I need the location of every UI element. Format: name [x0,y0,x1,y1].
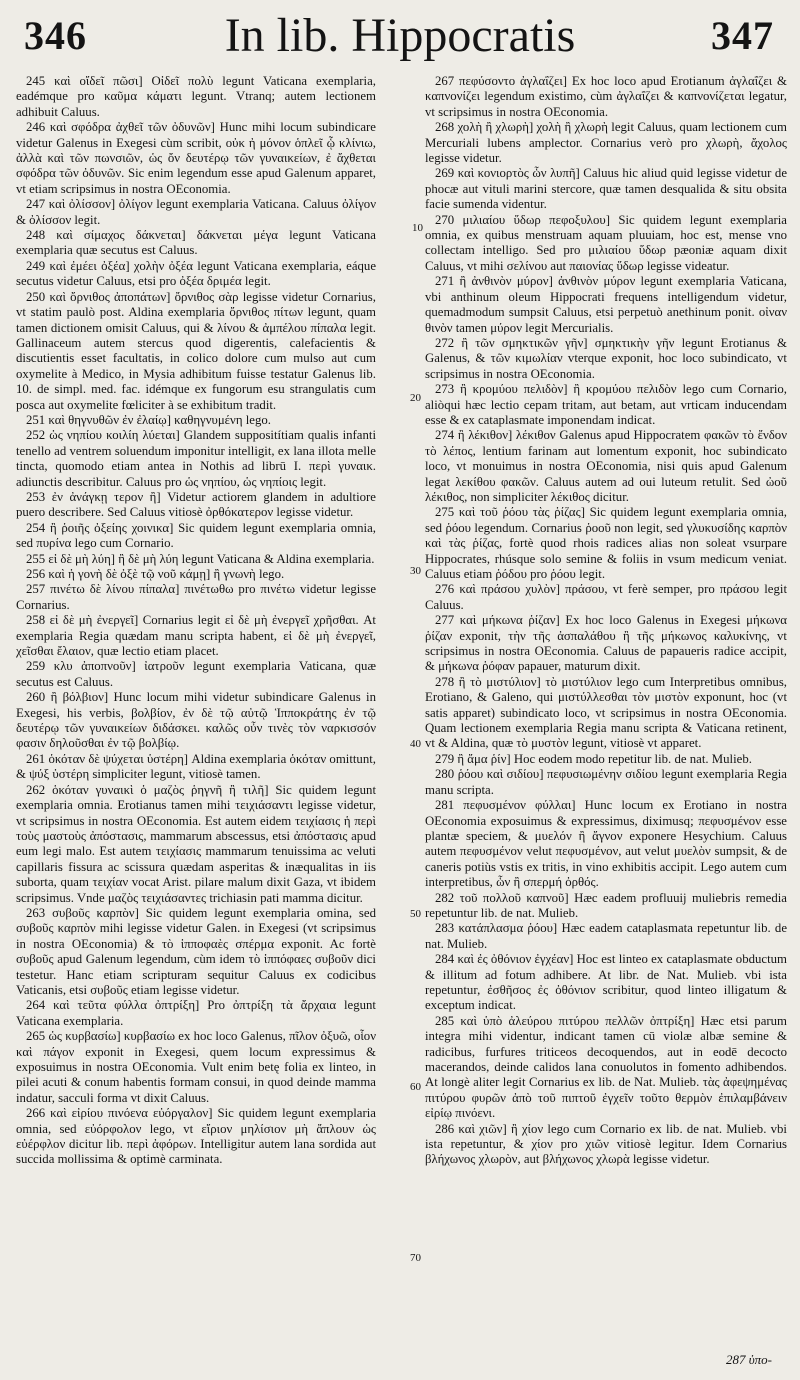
annotation-entry: 276 καὶ πράσου χυλὸν] πράσου, vt ferè semper, pro πράσου legit Caluus. [425,582,787,612]
annotation-entry: 271 ἢ ἀνθινὸν μύρον] ἀνθινὸν μύρον legunt exemplaria Vaticana, vbi anthinum oleum Hippocrati frequens intelligendum videtur, quemadmodum sumpsit Caluus, etsi perpetuò anethinum ponit. οἰναν θινὸν tamen μύρον legit Mercurialis. [425,274,787,335]
annotation-entry: 247 καὶ ὀλίσσον] ὀλίγον legunt exemplaria Vaticana. Caluus ὀλίγον & ὀλίσσον legit. [16,197,376,227]
annotation-entry: 252 ὡς νηπίου κοιλίη λύεται] Glandem suppositítiam qualis infanti tenello ad ventrem soluendum imponitur intelligit, ex lana illota melle tincta, quomodo etiam antea in Nothis ad librū I. περὶ γυναικ. adiunctis describitur. Caluus pro ὡς νηπίου, ὡς νηπίοις legit. [16,428,376,489]
annotation-entry: 269 καὶ κονιορτὸς ὧν λυπῆ] Caluus hic aliud quid legisse videtur de phocæ aut vituli marini stercore, quæ tamen desqualida & situ obsita facie sumenda videntur. [425,166,787,212]
right-column [425,74,787,1168]
annotation-entry: 257 πινέτω δὲ λίνου πίπαλα] πινέτωθω pro πινέτω videtur legisse Cornarius. [16,582,376,612]
annotation-entry: 283 κατάπλασμα ῥόου] Hæc eadem cataplasmata repetuntur lib. de nat. Mulieb. [425,921,787,951]
page-number-left: 346 [24,13,87,58]
gutter-number: 60 [410,1081,421,1093]
annotation-entry: 251 καὶ θηγνυθῶν ἐν ἐλαίῳ] καθηγνυμένη lego. [26,412,271,427]
annotation-entry: 268 χολὴ ἢ χλωρὴ] χολὴ ἢ χλωρὴ legit Caluus, quam lectionem cum Mercuriali lubens amplector. Cornarius verò pro χλωρὴ, ἄχολος legisse videtur. [425,120,787,166]
annotation-entry: 280 ῥόου καὶ σιδίου] πεφυσιωμένην σιδίου legunt exemplaria Regia manu scripta. [425,767,787,797]
annotation-entry: 264 καὶ τεῦτα φύλλα ὀπτρίξη] Pro ὀπτρίξη τὰ ἄρχαια legunt Vaticana exemplaria. [16,998,376,1028]
annotation-entry: 262 ὁκόταν γυναικὶ ὁ μαζὸς ῥηγνῆ ἢ τιλῆ] Sic quidem legunt exemplaria omnia. Erotianus tamen mihi τειχιάσαντι legisse videtur, vt scripsimus in nostra OEconomia. Est autem eidem τειχίασις ἡ περὶ τοὺς μαστοὺς ἀπόστασις, mammarum abscessus, etsi ἀπόστασις apud eum legi malo. Est autem τειχίασις mammarum tenuissima ac veluti capillaris fissura ac scissura quædam asperitas & inæqualitas in iis suborta, quam τειχίαν vocat Arist. pilare malum dixit Gaza, vt ibidem scripsimus. Vnde μαζὸς τειχιάσαντες trichiasin pati mamma dicitur. [16,782,376,905]
annotation-entry: 265 ὡς κυρβασίω] κυρβασίω ex hoc loco Galenus, πῖλον ὀξυῶ, οἷον καὶ πάγον exponit in Exegesi, quem locum expressimus & exposuimus in nostra OEconomia. Vult enim betę folia ex linteo, in pilei acuti & conum habentis formam consui, in quod deinde mamma indatur, sacculi forma vt dixit Caluus. [16,1029,376,1105]
annotation-entry: 272 ἢ τῶν σμηκτικῶν γῆν] σμηκτικὴν γῆν legunt Erotianus & Galenus, & τῶν κιμωλίαν vterque exponit, hoc loco subindicato, vt scripsimus in nostra OEconomia. [425,335,787,381]
annotation-entry: 286 καὶ χιῶν] ἢ χίον lego cum Cornario ex lib. de nat. Mulieb. vbi ista repetuntur, & χίον pro χιῶν vitiosè legitur. Idem Cornarius βλήχωνος χλωρὸν, aut βλήχωνος χλωρὰ legisse videtur. [425,1121,787,1167]
annotation-entry: 273 ἢ κρομύου πελιδὸν] ἢ κρομύου πελιδὸν lego cum Cornario, aliòqui hæc lectio cepam tritam, aut betam, aut vrticam inducendam esse & ex cataplasmate imponendam indicat. [425,382,787,427]
annotation-entry: 249 καὶ ἐμέει ὀξέα] χολὴν ὀξέα legunt Vaticana exemplaria, eáque secutus videtur Caluus, etsi pro ὀξέα δριμέα legit. [16,258,376,289]
annotation-entry: 277 καὶ μήκωνα ῥίζαν] Ex hoc loco Galenus in Exegesi μήκωνα ῥίζαν exponit, τὴν τῆς ἀσπαλάθου ἢ τῆς μήκωνος καλυκίνης, vt scripsimus in nostra OEconomia. Caluus de papaueris radice accipit, & μήκωνα ῥόφαν papauer, maturum dixit. [425,613,787,674]
running-header [0,6,800,66]
gutter-number: 20 [410,392,421,404]
gutter-number: 30 [410,565,421,577]
annotation-entry: 263 συβοῦς καρπὸν] Sic quidem legunt exemplaria omina, sed συβοῦς καρπὸν mihi legisse videtur Galen. in Exegesi (vt scripsimus in nostra OEconomia) & τὸ ἱπποφαὲς σπέρμα exponit. Ac fortè συβοῦς apud Galenum legendum, cùm idem τὸ ἱππόφαες συβοῦν dici testetur. Hanc etiam scripturam sequitur Caluus ex codicibus Vaticanis, etsi συβοῦς etiam legisse videtur. [16,905,376,997]
gutter-number: 70 [410,1252,421,1264]
page-number-right: 347 [711,13,774,58]
annotation-entry: 255 εἰ δὲ μὴ λύη] ἢ δὲ μὴ λύη legunt Vaticana & Aldina exemplaria. [26,551,375,566]
annotation-entry: 284 καὶ ἐς ὀθόνιον ἐγχέαν] Hoc est linteo ex cataplasmate obductum & illitum ad fotum adhibere. At libr. de Nat. Mulieb. vbi ista repetuntur, ἐσθῆσος ἐς ὀθόνιον scribitur, quod linteo illigatum & exceptum indicat. [425,952,787,1013]
annotation-entry: 266 καὶ εἰρίου πινόενα εὐόργαλον] Sic quidem legunt exemplaria omnia, sed εὐόρφολον lego, vt εἴριον μηλίσιον μὴ ἄπλουν ὡς εὐέρφλον dicitur lib. περὶ ἀφόρων. Intelligitur autem lana sordida aut succida mollissima & optimè carminata. [16,1106,376,1167]
annotation-entry: 254 ἢ ῥοιῆς ὀξείης χοινικα] Sic quidem legunt exemplaria omnia, sed πυρίνα lego cum Cornario. [16,520,376,551]
annotation-entry: 246 καὶ σφόδρα ἀχθεῖ τῶν ὀδυνῶν] Hunc mihi locum subindicare videtur Galenus in Exegesi cùm scribit, οὐκ ἠ μόνον ὁπλεῖ ᾧ κλίνιω, ἀλλὰ καὶ τῶν πωνσιῶν, ὡς ὄν δευτέρῳ τῶν γυναικείων, ἐ ἄχθεται σφόδρα τῶν ὀδυνῶν. Sic enim legendum esse apud Galenum apparet, vt etiam scripsimus in nostra OEconomia. [16,120,376,196]
left-column [16,74,376,1168]
annotation-entry: 261 ὁκόταν δὲ ψύχεται ὑστέρη] Aldina exemplaria ὁκόταν omittunt, & ψύξ ὑστέρη simpliciter legunt, vitiosè tamen. [16,751,376,782]
gutter-number: 40 [410,738,421,750]
annotation-entry: 282 τοῦ πολλοῦ καπνοῦ] Hæc eadem profluuij muliebris remedia repetuntur lib. de nat. Mulieb. [425,890,787,920]
annotation-entry: 260 ἢ βόλβιον] Hunc locum mihi videtur subindicare Galenus in Exegesi, his verbis, βολβίον, ἐν δὲ τῷ αὐτῷ Ἱπποκράτης ἐν τῷ δευτέρῳ τῶν γυναικείων διδάσκει. καλῶς οὖν τινὲς τὸν ναρκισσόν φασιν δηλοῦσθαι ἐν τῷ βολβίῳ. [16,690,376,751]
annotation-entry: 259 κλυ ἀποπνοῦν] ἰατροῦν legunt exemplaria Vaticana, quæ secutus est Caluus. [16,659,376,689]
gutter-number: 50 [410,908,421,920]
catchword: 287 ὑπο- [725,1352,772,1367]
annotation-entry: 248 καὶ σίμαχος δάκνεται] δάκνεται μέγα legunt Vaticana exemplaria quæ secutus est Caluus. [16,228,376,258]
annotation-entry: 250 καὶ ὄρνιθος ἀποπάτων] ὄρνιθος σὰρ legisse videtur Cornarius, vt statim paulò post. Aldina exemplaria ὄρνιθος πίτων legunt, quam tamen dictionem omisit Caluus, qui & λίνου & ἀμπέλου πίπαλα legit. Gallinaceum autem stercus quod digerentis, calefacientis & discutientis esset facultatis, in colico dolore cum mulso aut cum oxymelite à Medico, in Mysia adhibitum fuisse testatur Galenus lib. 10. de simpl. med. fac. idémque ex fungorum esu strangulatis cum posca aut oxymelite fœliciter à se exhibitum tradit. [16,289,376,412]
annotation-entry: 275 καὶ τοῦ ῥόου τὰς ῥίζας] Sic quidem legunt exemplaria omnia, sed ῥόου legendum. Cornarius ῥοοῦ non legit, sed γλυκυσίδης καρπὸν καὶ τὰς ῥίζας, fortè quod rhois radices alias non soleat vsurpare Hippocrates, rhúsque solo semine & foliis in vsum medicum veniat. Caluus etiam ῥόδου pro ῥόου legit. [425,505,787,581]
gutter-number: 10 [412,222,423,234]
annotation-entry: 281 πεφυσμένον φύλλαι] Hunc locum ex Erotiano in nostra OEconomia exposuimus & expressimus, diximusq; πεφυσμένον esse plantæ speciem, & μυελόν ἢ ἄγνον exponere Hesychium. Caluus autem πεφυσμένον velut πεφυσμένον, aut velut μυελὸν sumpsit, & de caneris potiùs vstis ex tritis, in vino exhibitis accipit. Lego autem cum interpretibus, ὧν ἢ σπερμή ὀρθός. [425,798,787,890]
annotation-entry: 253 ἐν ἀνάγκῃ τερον ἢ] Videtur actiorem glandem in adultiore puero describere. Sed Caluus vitiosè ὀρθόκατερον legisse videtur. [16,489,376,520]
annotation-entry: 285 καὶ ὑπὸ ἀλεύρου πιτύρου πελλῶν ὀπτρίξη] Hæc etsi parum integra mihi videntur, indicant tamen cū violæ albæ semine & radicibus, furfures triticeos decoquendos, aut in eodē decocto macerandos, deinde calidos lana conuolutos in fomento adhibendos. At longè aliter legit Cornarius ex lib. de Nat. Mulieb. τὰς ἀφεψημένας πιτύρου φυρῶν ἀπὸ τοῦ πιπτοῦ ἐγχεῖν τοῦτο θερμὸν ἐπιλαμβάνειν εἰρίῳ πινόενι. [425,1013,787,1121]
annotation-entry: 279 ἢ ἄμα ῥίν] Hoc eodem modo repetitur lib. de nat. Mulieb. [435,751,752,766]
annotation-entry: 267 πεφύσοντο ἀγλαΐζει] Ex hoc loco apud Erotianum ἀγλαΐζει & καπνονίζει legendum existimo, cùm ἀγλαΐζει & καπνονίζεται legatur, vt scripsimus in nostra OEconomia. [425,74,787,119]
annotation-entry: 258 εἰ δὲ μὴ ἐνεργεῖ] Cornarius legit εἰ δὲ μὴ ἐνεργεῖ χρῆσθαι. At exemplaria Regia quædam manu scripta habent, εἰ δὲ μὴ ἐνεργεῖ, χεῖσθαι ἔλαιον, quæ lectio etiam placet. [16,613,376,659]
annotation-entry: 270 μιλιαίου ὕδωρ πεφοξυλου] Sic quidem legunt exemplaria omnia, ex quibus menstruam aquam pluuiam, hoc est, mense vno collectam intelligo. Sed pro μιλιαίου ὕδωρ pæoniæ aquam dixit Caluus, vt mihi σελίνου aut παιονίας ὕδωρ legisse videatur. [425,212,787,273]
page-title: In lib. Hippocratis [224,9,576,62]
annotation-entry: 278 ἢ τὸ μιστύλιον] τὸ μιστύλιον lego cum Interpretibus omnibus, Erotiano, & Galeno, qui μιστύλλεσθαι τὸν μιστὸν exponunt, hoc (vt satis apparet) subindicato loco, vt scripsimus in nostra OEconomia. Quam lectionem exemplaria Regia manu scripta & Vaticana retinent, vt & Aldina, quæ τὸ μυστὸν legunt, vitiosè vt apparet. [425,674,787,751]
annotation-entry: 274 ἢ λέκιθον] λέκιθον Galenus apud Hippocratem φακῶν τὸ ἔνδον τὸ λέπος, lentium farinam aut lomentum exponit, hoc subindicato loco, vt monuimus in nostra OEconomia, nisi quis apud Galenum legat λεκίθου φακῶν. Caluus autem ad oui luteum retulit. Sed ὠοῦ λέκιθος, non simpliciter λέκιθος dicitur. [425,428,787,504]
annotation-entry: 256 καὶ ἡ γονὴ δὲ ὀξὲ τῷ νοῦ κάμῃ] ἢ γνωνὴ lego. [26,567,285,581]
annotation-entry: 245 καὶ οἴδεῖ πῶσι] Οἰδεῖ πολὺ legunt Vaticana exemplaria, eadémque pro καῦμα κάματι legunt. Vtranq; autem lectionem adhibuit Caluus. [16,74,376,119]
